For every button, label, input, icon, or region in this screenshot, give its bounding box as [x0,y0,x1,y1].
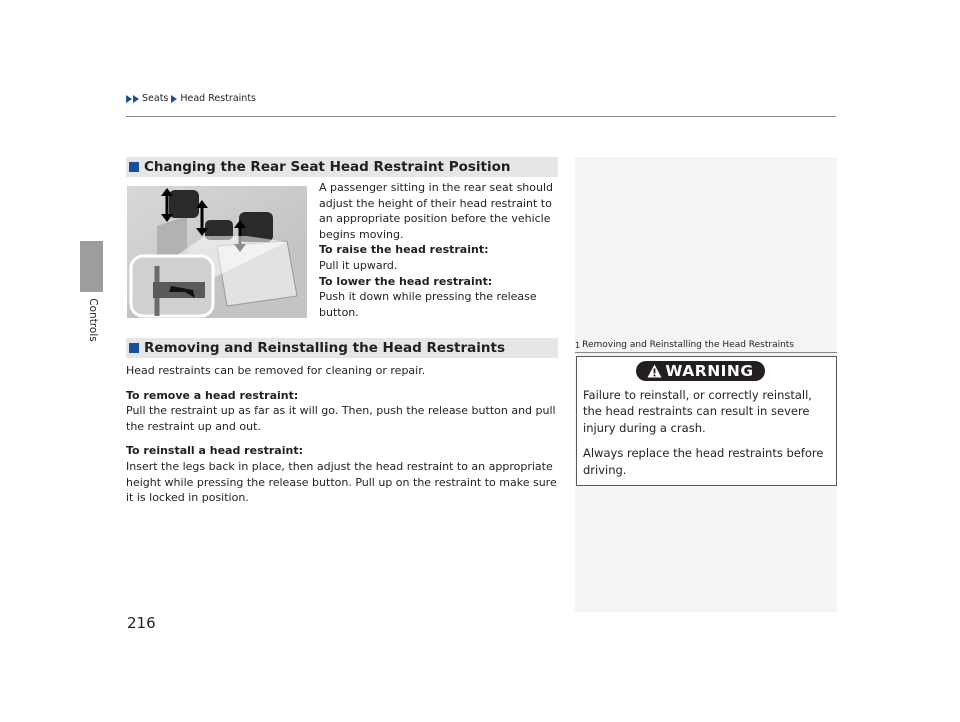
breadcrumb-item[interactable]: Head Restraints [180,93,256,104]
intro-paragraph: A passenger sitting in the rear seat should adjust the height of their head restraint to an appropriate position before the vehicle begins moving. [319,181,554,241]
reinstall-title: To reinstall a head restraint: [126,444,303,458]
section-square-icon [129,162,139,172]
page-number: 216 [127,614,156,632]
warning-box [576,356,837,486]
note-title: Removing and Reinstalling the Head Restraints [582,340,795,350]
note-header [575,340,837,350]
note-reference-number: 1 [575,340,581,350]
remove-text: Pull the restraint up as far as it will go. Then, push the release button and pull the restraint up and out. [126,404,556,433]
reinstall-text: Insert the legs back in place, then adjust the head restraint to an appropriate height while pressing the release button. Pull up on the restraint to make sure it is locked in position. [126,459,557,505]
warning-body [583,387,833,478]
breadcrumb-arrow-icon [171,95,177,103]
remove-title: To remove a head restraint: [126,388,299,402]
side-tab[interactable] [86,295,100,345]
lower-text: Push it down while pressing the release button. [319,290,537,319]
section-heading-bar [126,157,558,177]
breadcrumb-arrow-icon [133,95,139,103]
section-heading-bar [126,338,558,358]
section-1-text [319,180,559,320]
side-tab-marker [80,241,103,292]
intro-paragraph: Head restraints can be removed for cleaning or repair. [126,364,426,377]
raise-text: Pull it upward. [319,258,398,272]
seat-illustration-graphic [127,186,307,318]
header-divider [126,116,836,117]
side-tab-label: Controls [87,298,99,342]
breadcrumb-arrow-icon [126,95,132,103]
warning-text-1: Failure to reinstall, or correctly reinstall, the head restraints can result in severe injury during a crash. [583,388,812,435]
warning-label: WARNING [665,362,754,380]
warning-triangle-icon [647,364,662,378]
warning-text-2: Always replace the head restraints before driving. [583,446,824,477]
section-square-icon [129,343,139,353]
breadcrumb [126,93,256,104]
note-divider [575,352,837,353]
head-restraint-illustration [127,186,307,318]
section-2-text [126,363,561,506]
section-heading: Removing and Reinstalling the Head Restraints [144,340,506,356]
raise-title: To raise the head restraint: [319,243,489,257]
lower-title: To lower the head restraint: [319,274,493,288]
section-heading: Changing the Rear Seat Head Restraint Position [144,159,511,175]
breadcrumb-item[interactable]: Seats [142,93,169,104]
warning-label-badge [636,361,765,381]
